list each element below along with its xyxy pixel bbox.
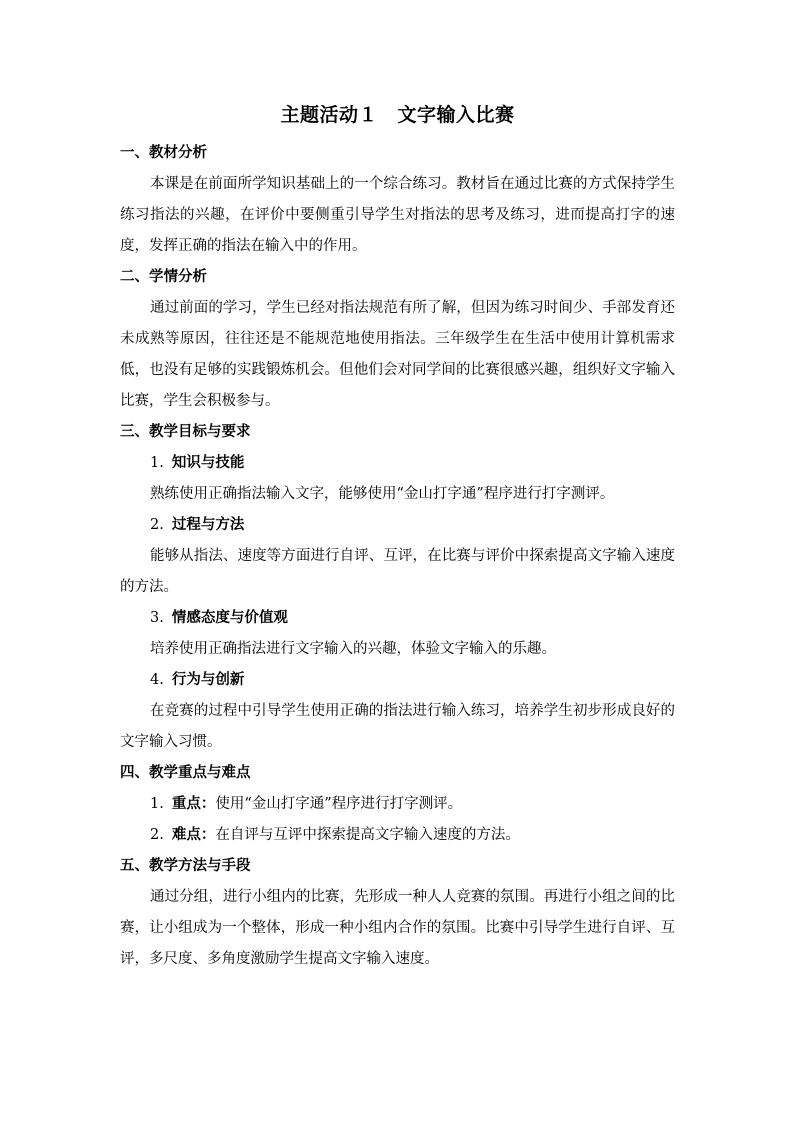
paragraph-knowledge-skills: 熟练使用正确指法输入文字，能够使用“金山打字通”程序进行打字测评。	[150, 486, 615, 502]
list-item-key-point	[120, 789, 675, 820]
list-item-difficult-point	[120, 820, 675, 851]
subheading-process-methods	[120, 510, 675, 541]
subheading-number: 3.	[150, 610, 164, 626]
paragraph-process-methods: 能够从指法、速度等方面进行自评、互评，在比赛与评价中探索提高文字输入速度的方法。	[120, 548, 675, 595]
section-heading-teaching-goals: 三、教学目标与要求	[120, 424, 251, 440]
section-paragraph-student-analysis: 通过前面的学习，学生已经对指法规范有所了解，但因为练习时间少、手部发育还未成熟等原因，往往还是不能规范地使用指法。三年级学生在生活中使用计算机需求低，也没有足够的实践锻炼机会。但他们会对同学间的比赛很感兴趣，组织好文字输入比赛，学生会积极参与。	[120, 300, 675, 409]
subheading-label: 过程与方法	[171, 517, 245, 533]
subheading-number: 2.	[150, 517, 164, 533]
section-paragraph-textbook-analysis: 本课是在前面所学知识基础上的一个综合练习。教材旨在通过比赛的方式保持学生练习指法的兴趣，在评价中要侧重引导学生对指法的思考及练习，进而提高打字的速度，发挥正确的指法在输入中的作用。	[120, 176, 675, 254]
section-heading-student-analysis: 二、学情分析	[120, 269, 207, 285]
subheading-number: 1.	[150, 455, 164, 471]
document-title: 主题活动１ 文字输入比赛	[280, 104, 515, 126]
item-number: 1.	[150, 796, 164, 812]
section-paragraph-methods-means: 通过分组，进行小组内的比赛，先形成一种人人竞赛的氛围。再进行小组之间的比赛，让小组成为一个整体，形成一种小组内合作的氛围。比赛中引导学生进行自评、互评，多尺度、多角度激励学生提高文字输入速度。	[120, 889, 675, 967]
section-heading-methods-means: 五、教学方法与手段	[120, 858, 251, 874]
item-text: 在自评与互评中探索提高文字输入速度的方法。	[215, 827, 520, 843]
subheading-label: 情感态度与价值观	[171, 610, 288, 626]
item-key-label: 难点：	[171, 827, 216, 843]
subheading-behavior-innovation	[120, 665, 675, 696]
item-number: 2.	[150, 827, 164, 843]
subheading-attitude-values	[120, 603, 675, 634]
item-text: 使用“金山打字通”程序进行打字测评。	[215, 796, 463, 812]
subheading-label: 知识与技能	[171, 455, 245, 471]
section-heading-key-difficult-points: 四、教学重点与难点	[120, 765, 251, 781]
subheading-knowledge-skills	[120, 448, 675, 479]
paragraph-attitude-values: 培养使用正确指法进行文字输入的兴趣，体验文字输入的乐趣。	[150, 641, 556, 657]
document-page	[120, 100, 675, 975]
subheading-label: 行为与创新	[171, 672, 245, 688]
item-key-label: 重点：	[171, 796, 216, 812]
paragraph-behavior-innovation: 在竞赛的过程中引导学生使用正确的指法进行输入练习，培养学生初步形成良好的文字输入习惯。	[120, 703, 675, 750]
section-heading-textbook-analysis: 一、教材分析	[120, 145, 207, 161]
subheading-number: 4.	[150, 672, 164, 688]
